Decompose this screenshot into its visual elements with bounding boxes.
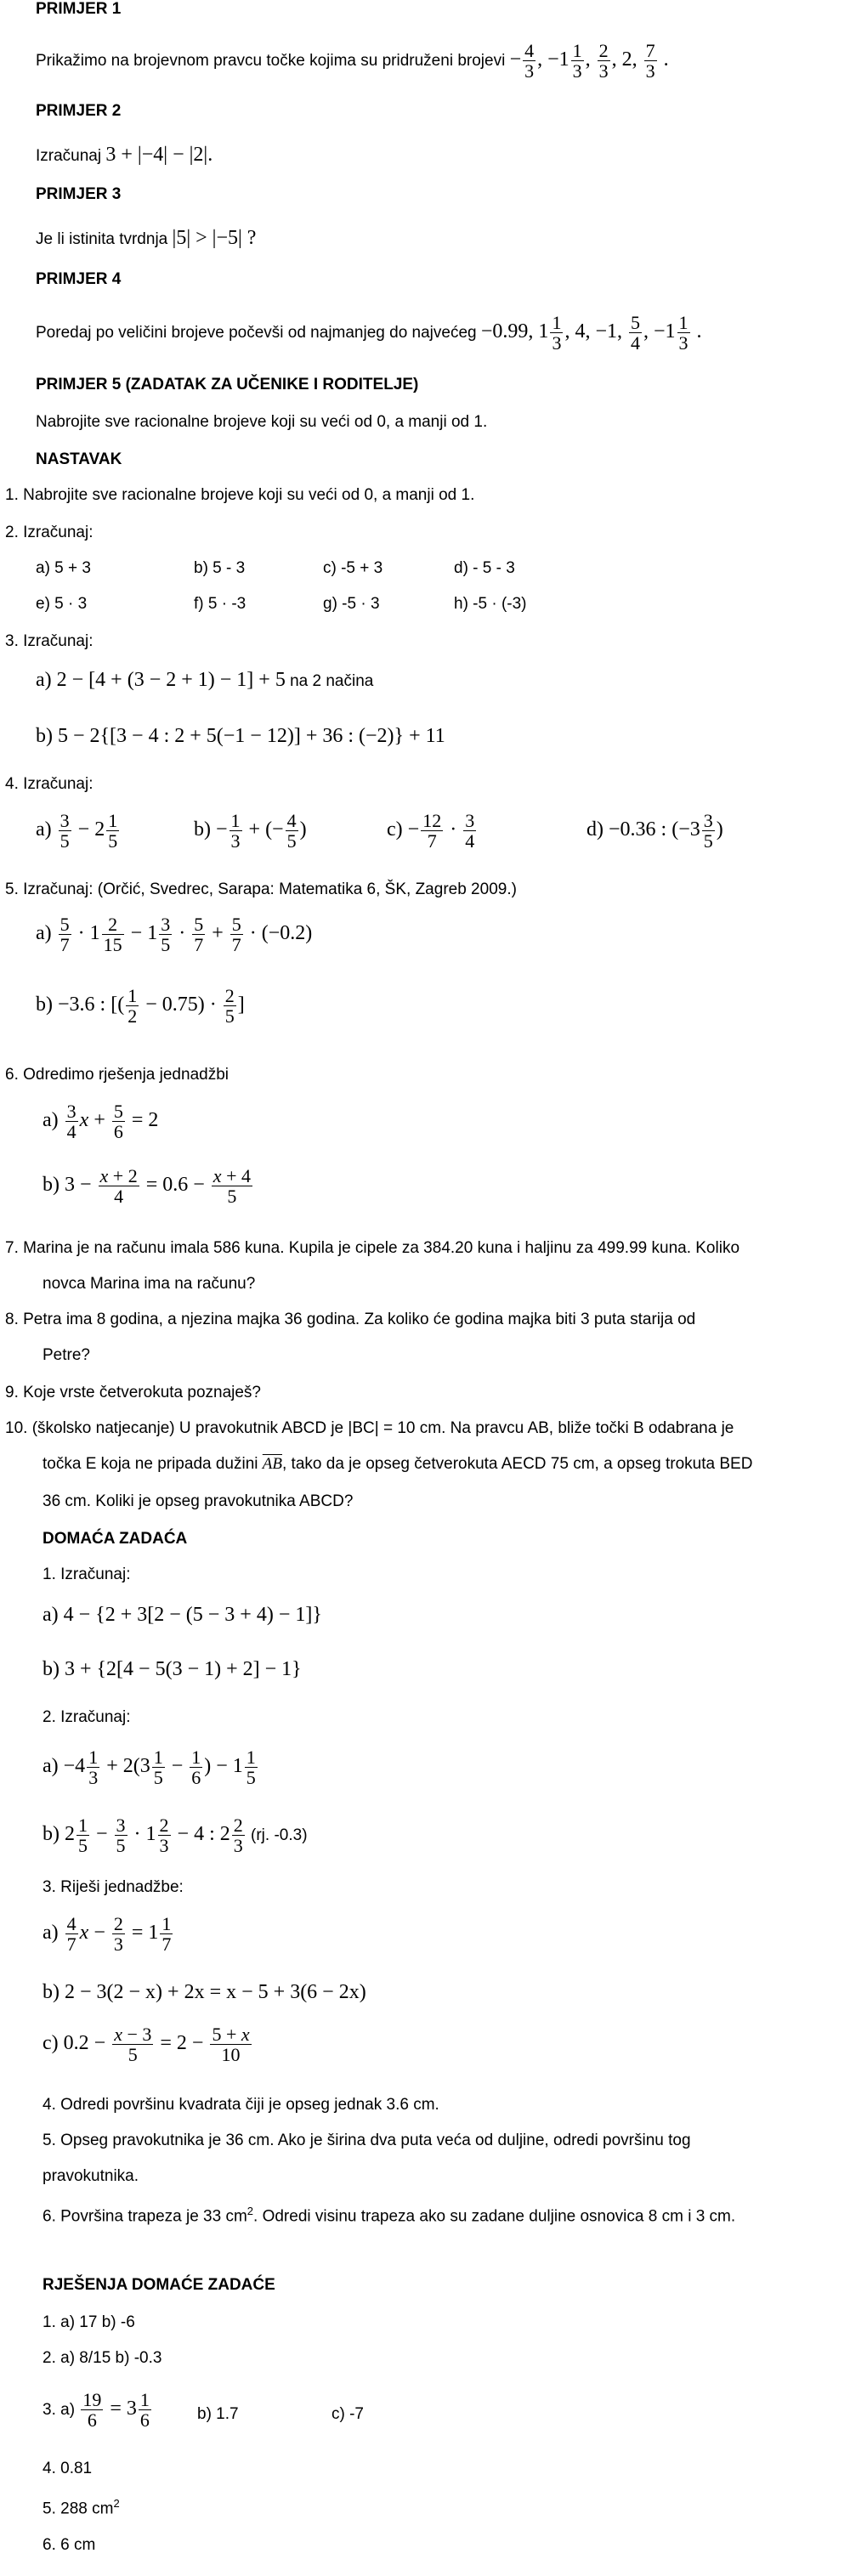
task-3: 3. Izračunaj:	[5, 632, 94, 650]
homework-2: 2. Izračunaj:	[42, 1708, 131, 1726]
example-1-text: Prikažimo na brojevnom pravcu točke kojima su pridruženi brojevi	[36, 52, 506, 71]
task-5b: b) −3.6 : [( $\frac{1}{2}$ − 0.75) · $\frac{2}{5}$ ]	[36, 985, 245, 1028]
task-2-item: g) -5 · 3	[323, 595, 380, 613]
homework-3a: a) $\frac{4}{7}$ x − $\frac{2}{3}$ = 1 $\frac{1}{7}$	[42, 1913, 172, 1956]
example-4-math: −0.99, 1 $\frac{1}{3}$ , 4, −1, $\frac{5}{4}$ , −1 $\frac{1}{3}$ .	[480, 312, 702, 354]
task-2-item: c) -5 + 3	[323, 559, 383, 577]
task-5: 5. Izračunaj: (Orčić, Svedrec, Sarapa: Matematika 6, ŠK, Zagreb 2009.)	[5, 880, 517, 898]
homework-6-text: 6. Površina trapeza je 33 cm	[42, 2207, 247, 2226]
solution-5-sup: 2	[113, 2497, 120, 2510]
solution-5	[42, 2497, 120, 2519]
example-4-text: Poredaj po veličini brojeve počevši od najmanjeg do najvećeg	[36, 324, 477, 343]
example-2-title: PRIMJER 2	[36, 102, 122, 120]
task-2-item: b) 5 - 3	[194, 559, 246, 577]
example-5-title: PRIMJER 5 (ZADATAK ZA UČENIKE I RODITELJE)	[36, 376, 419, 393]
homework-3: 3. Riješi jednadžbe:	[42, 1878, 184, 1896]
example-1-math: − $\frac{4}{3}$ , −1 $\frac{1}{3}$ , $\frac{2}{3}$ , 2, $\frac{7}{3}$ .	[509, 40, 669, 82]
solution-5-text: 5. 288 cm	[42, 2500, 114, 2518]
solution-3b: b) 1.7	[197, 2405, 239, 2423]
task-3a	[36, 668, 373, 693]
homework-2a: a) −4 $\frac{1}{3}$ + 2(3 $\frac{1}{5}$ − $\frac{1}{6}$ ) − 1 $\frac{1}{5}$	[42, 1747, 256, 1789]
task-7-line2: novca Marina ima na računu?	[42, 1275, 256, 1293]
task-3a-note: na 2 načina	[290, 672, 374, 690]
solutions-title: RJEŠENJA DOMAĆE ZADAĆE	[42, 2276, 275, 2294]
solution-1: 1. a) 17 b) -6	[42, 2313, 135, 2331]
task-6b: b) 3 − $\frac{x + 2}{4}$ = 0.6 − $\frac{x + 4}{5}$	[42, 1165, 251, 1208]
task-2-item: a) 5 + 3	[36, 559, 91, 577]
task-8-line2: Petre?	[42, 1346, 90, 1364]
solution-4: 4. 0.81	[42, 2460, 93, 2477]
example-3-math: |5| > |−5| ?	[172, 227, 257, 249]
example-4-title: PRIMJER 4	[36, 270, 122, 288]
example-4-line	[36, 313, 702, 353]
task-9: 9. Koje vrste četverokuta poznaješ?	[5, 1384, 262, 1401]
task-2-item: e) 5 · 3	[36, 595, 88, 613]
homework-2b	[42, 1815, 308, 1855]
homework-6	[42, 2205, 735, 2227]
task-3b: b) 5 − 2{[3 − 4 : 2 + 5(−1 − 12)] + 36 : (−2)} + 11	[36, 725, 445, 747]
task-10-text-cont: , tako da je opseg četverokuta AECD 75 cm, a opseg trokuta BED	[282, 1455, 753, 1473]
task-4d: d) −0.36 : (−3 $\frac{3}{5}$ )	[586, 810, 723, 852]
example-3-line	[36, 226, 256, 251]
homework-6-sup: 2	[246, 2205, 254, 2217]
homework-2b-math: b) 2 $\frac{1}{5}$ − $\frac{3}{5}$ · 1 $\frac{2}{3}$ − 4 : 2 $\frac{2}{3}$	[42, 1815, 243, 1857]
homework-4: 4. Odredi površinu kvadrata čiji je opseg jednak 3.6 cm.	[42, 2096, 439, 2114]
solution-2: 2. a) 8/15 b) -0.3	[42, 2349, 162, 2367]
task-2-item: f) 5 · -3	[194, 595, 246, 613]
example-5-text: Nabrojite sve racionalne brojeve koji su veći od 0, a manji od 1.	[36, 413, 488, 431]
task-6a: a) $\frac{3}{4}$ x + $\frac{5}{6}$ = 2	[42, 1101, 159, 1143]
example-2-line	[36, 143, 212, 167]
task-1: 1. Nabrojite sve racionalne brojeve koji su veći od 0, a manji od 1.	[5, 486, 475, 504]
example-1-line	[36, 41, 669, 81]
homework-3b: b) 2 − 3(2 − x) + 2x = x − 5 + 3(6 − 2x)	[42, 1981, 366, 2003]
task-8-line1: 8. Petra ima 8 godina, a njezina majka 36 godina. Za koliko će godina majka biti 3 puta starija od	[5, 1311, 696, 1328]
task-6: 6. Odredimo rješenja jednadžbi	[5, 1066, 229, 1084]
task-4: 4. Izračunaj:	[5, 775, 94, 793]
task-5a: a) $\frac{5}{7}$ · 1 $\frac{2}{15}$ − 1 $\frac{3}{5}$ · $\frac{5}{7}$ + $\frac{5}{7}$ · (−0.2)	[36, 914, 313, 956]
continuation-title: NASTAVAK	[36, 450, 122, 468]
homework-1: 1. Izračunaj:	[42, 1565, 131, 1583]
example-1-title: PRIMJER 1	[36, 0, 122, 18]
example-2-math: 3 + |−4| − |2|.	[105, 144, 213, 166]
task-2-item: d) - 5 - 3	[454, 559, 515, 577]
homework-5-line2: pravokutnika.	[42, 2167, 139, 2185]
task-7-line1: 7. Marina je na računu imala 586 kuna. Kupila je cipele za 384.20 kuna i haljinu za 499.99 kuna. Koliko	[5, 1239, 740, 1257]
homework-5-line1: 5. Opseg pravokutnika je 36 cm. Ako je širina dva puta veća od duljine, odredi površinu tog	[42, 2132, 691, 2149]
task-4b: b) − $\frac{1}{3}$ + (− $\frac{4}{5}$ )	[194, 810, 307, 852]
task-10-line1: 10. (školsko natjecanje) U pravokutnik ABCD je |BC| = 10 cm. Na pravcu AB, bliže točki B odabrana je	[5, 1419, 734, 1437]
homework-3c: c) 0.2 − $\frac{x - 3}{5}$ = 2 − $\frac{5 + x}{10}$	[42, 2024, 250, 2066]
solution-3	[42, 2390, 153, 2430]
task-4a: a) $\frac{3}{5}$ − 2 $\frac{1}{5}$	[36, 810, 118, 852]
example-3-text: Je li istinita tvrdnja	[36, 230, 168, 248]
task-10-line3: 36 cm. Koliki je opseg pravokutnika ABCD?	[42, 1492, 354, 1510]
solution-3-label: 3. a)	[42, 2401, 76, 2420]
task-4c: c) − $\frac{12}{7}$ · $\frac{3}{4}$	[387, 810, 475, 852]
task-2: 2. Izračunaj:	[5, 524, 94, 541]
example-3-title: PRIMJER 3	[36, 185, 122, 203]
homework-1b: b) 3 + {2[4 − 5(3 − 1) + 2] − 1}	[42, 1658, 302, 1680]
homework-2b-note: (rj. -0.3)	[251, 1826, 308, 1845]
homework-1a: a) 4 − {2 + 3[2 − (5 − 3 + 4) − 1]}	[42, 1604, 322, 1626]
homework-title: DOMAĆA ZADAĆA	[42, 1530, 188, 1548]
homework-6-text-cont: . Odredi visinu trapeza ako su zadane duljine osnovica 8 cm i 3 cm.	[253, 2207, 736, 2226]
example-2-text: Izračunaj	[36, 147, 102, 165]
solution-3a-math: $\frac{19}{6}$ = 3 $\frac{1}{6}$	[82, 2389, 150, 2432]
solution-6: 6. 6 cm	[42, 2536, 96, 2554]
segment-ab: $\overline{AB}$	[262, 1455, 282, 1473]
task-3a-math: a) 2 − [4 + (3 − 2 + 1) − 1] + 5	[36, 669, 286, 691]
task-2-item: h) -5 · (-3)	[454, 595, 527, 613]
task-10-text: točka E koja ne pripada dužini	[42, 1455, 258, 1473]
task-10-line2	[42, 1455, 752, 1475]
solution-3c: c) -7	[332, 2405, 364, 2423]
